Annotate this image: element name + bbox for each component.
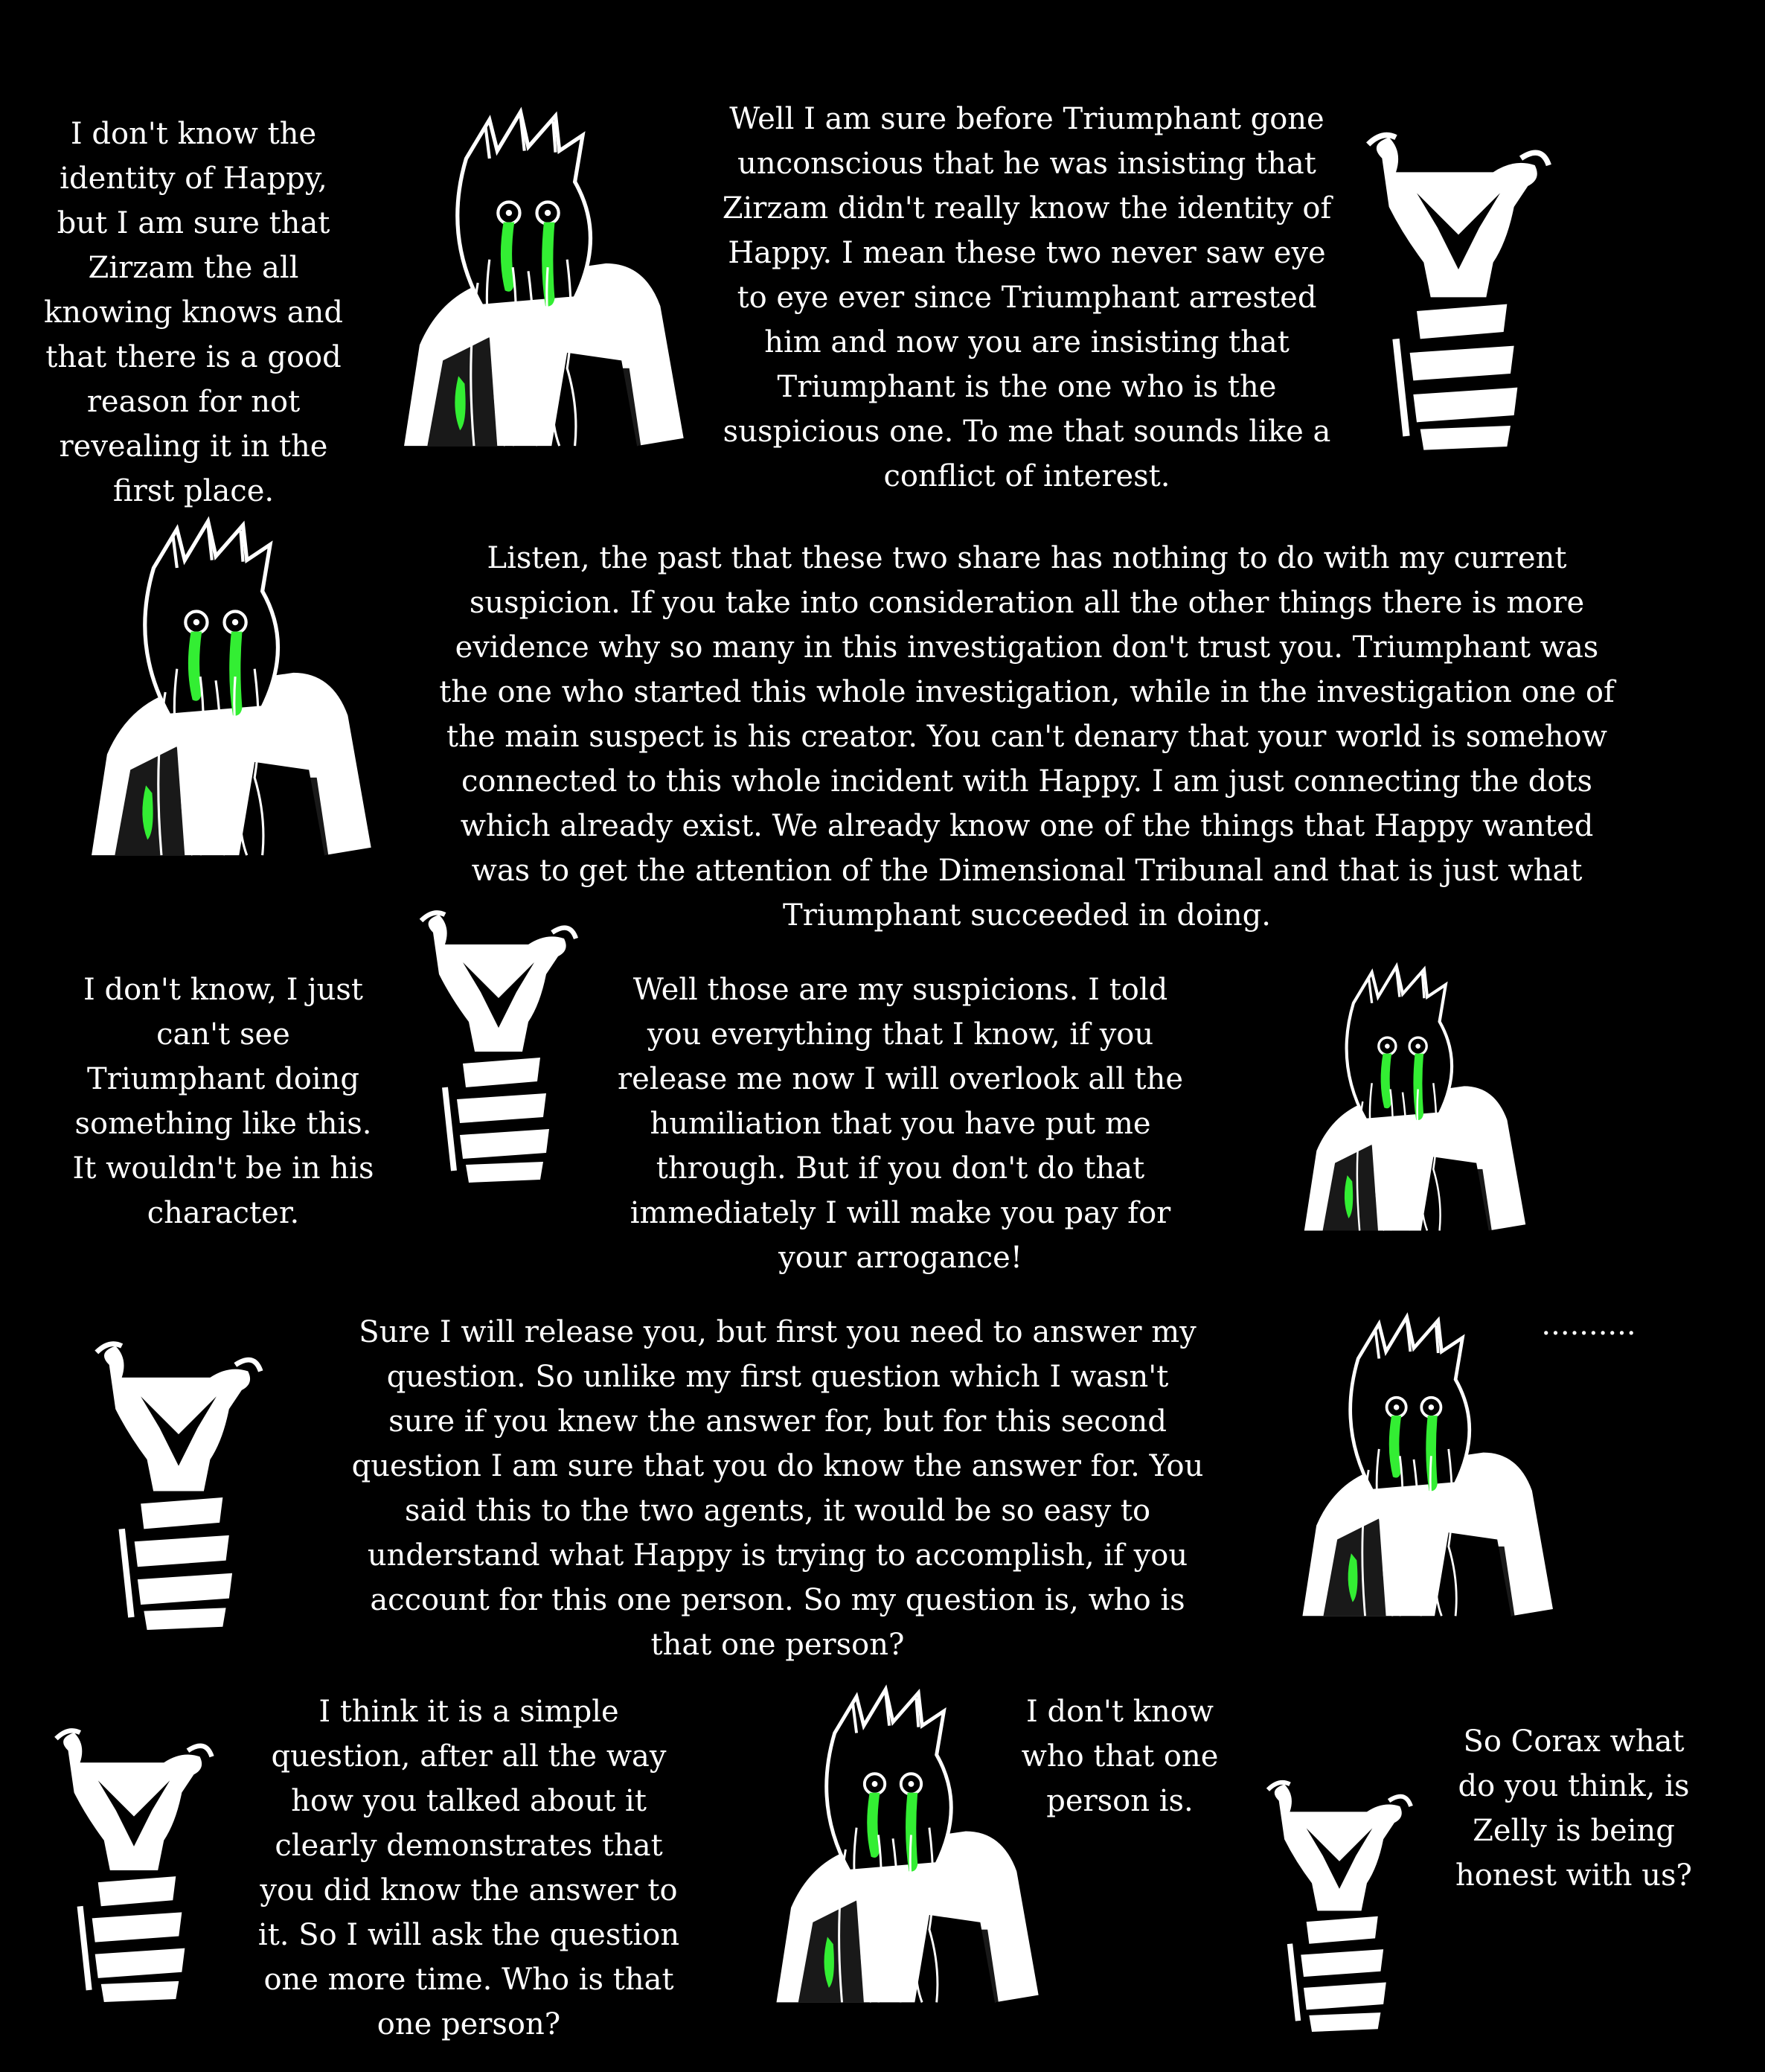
corax-figure-icon (30, 1727, 238, 2002)
corax-figure-icon (1354, 119, 1563, 461)
dialogue-panel-8: I think it is a simple question, after all the way how you talked about it clearly demonstrates that you did know the answer to it. So I will ask the question one more time. Who is that one person? (257, 1695, 680, 2041)
dialogue-panel-4: I don't know, I just can't see Triumphant doing something like this. It wouldn't be in his character. (72, 973, 374, 1230)
zelly-figure-icon (365, 104, 692, 461)
dialogue-panel-10: So Corax what do you think, is Zelly is being honest with us? (1455, 1724, 1692, 1893)
corax-figure-icon (1228, 1779, 1451, 2032)
dialogue-panel-9: I don't know who that one person is. (1021, 1695, 1219, 1818)
corax-figure-icon (52, 1340, 305, 1630)
corax-figure-icon (409, 901, 588, 1191)
dialogue-panel-6: Sure I will release you, but first you need to answer my question. So unlike my first question which I wasn't sure if you knew the answer for, but for this second question I am sure that you do know the answer for. You said this to the two agents, it would be so easy to understand what Happy is trying to accomplish, if you account for this one person. So my question is, who is that one person? (351, 1315, 1204, 1662)
zelly-figure-icon (1235, 1310, 1592, 1630)
dialogue-panel-1: I don't know the identity of Happy, but I am sure that Zirzam the all knowing knows and that there is a good reason for not revealing it in the first place. (44, 117, 343, 508)
dialogue-panel-2: Well I am sure before Triumphant gone unconscious that he was insisting that Zirzam didn't really know the identity of Happy. I mean these two never saw eye to eye ever since Triumphant arrested him and now you are insisting that Triumphant is the one who is the suspicious one. To me that sounds like a conflict of interest. (722, 102, 1332, 493)
dialogue-panel-5: Well those are my suspicions. I told you everything that I know, if you release me now I will overlook all the humiliation that you have put me through. But if you don't do that immediately I will make you pay for your arrogance! (617, 973, 1184, 1275)
zelly-figure-icon (1228, 960, 1577, 1243)
dialogue-panel-3: Listen, the past that these two share has nothing to do with my current suspicion. If you take into consideration all the other things there is more evidence why so many in this investigation don't trust you. Triumphant was the one who started this whole investigation, while in the investigation one of the main suspect is his creator. You can't denary that your world is somehow connected to this whole incident with Happy. I am just connecting the dots which already exist. We already know one of the things that Happy wanted was to get the attention of the Dimensional Tribunal and that is just what Triumphant succeeded in doing. (439, 541, 1615, 933)
zelly-figure-icon (60, 514, 372, 871)
dialogue-panel-7: .......... (1541, 1308, 1636, 1342)
